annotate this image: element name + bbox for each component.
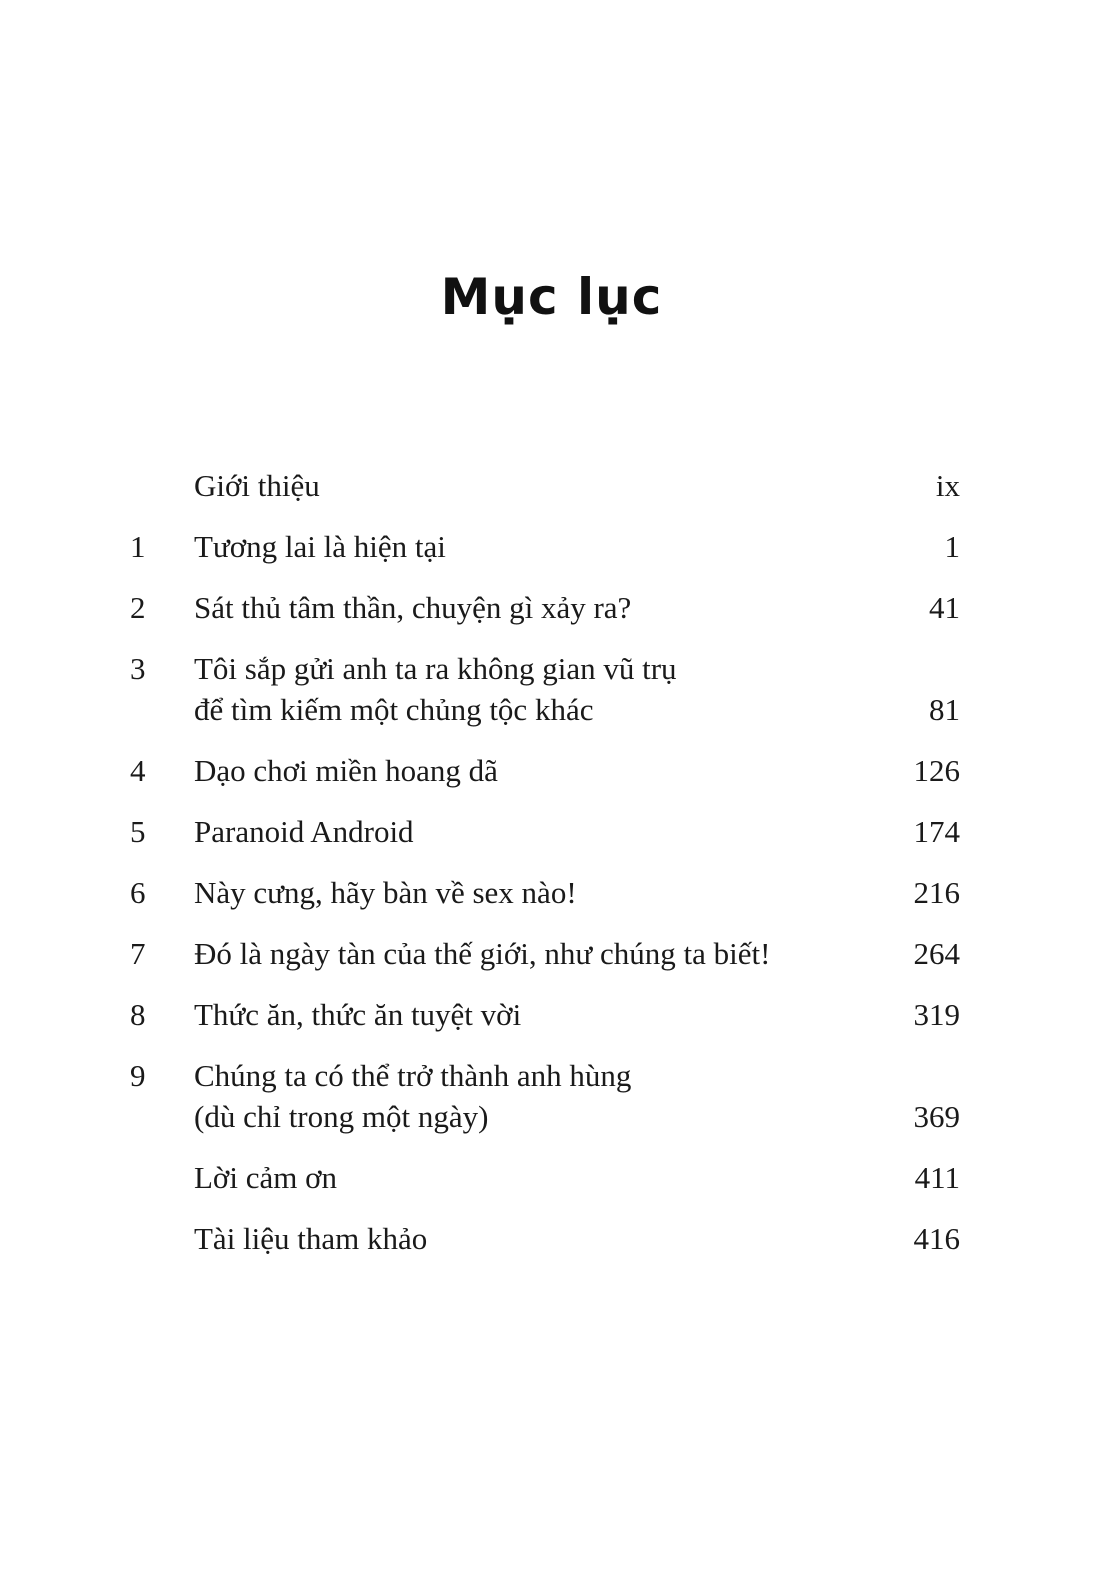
- toc-page-number: 369: [913, 1099, 960, 1134]
- toc-entry: [130, 1055, 960, 1137]
- toc-chapter-title: [194, 811, 854, 852]
- toc-chapter-title: [194, 587, 854, 628]
- toc-chapter-number: 3: [130, 651, 146, 686]
- toc-entry: [130, 933, 960, 974]
- toc-title-line: Sát thủ tâm thần, chuyện gì xảy ra?: [194, 590, 632, 625]
- toc-chapter-title: [194, 933, 854, 974]
- toc-entry: [130, 994, 960, 1035]
- toc-chapter-title: [194, 648, 854, 730]
- toc-page-number: 81: [929, 692, 960, 727]
- table-of-contents: [130, 465, 960, 1279]
- toc-title-line: Chúng ta có thể trở thành anh hùng: [194, 1058, 632, 1093]
- toc-entry: [130, 1218, 960, 1259]
- toc-page-number: 216: [913, 875, 960, 910]
- toc-page-number: 174: [913, 814, 960, 849]
- toc-title-line: để tìm kiếm một chủng tộc khác: [194, 692, 594, 727]
- toc-page-number: 411: [914, 1160, 960, 1195]
- toc-chapter-number: 5: [130, 814, 146, 849]
- toc-entry: [130, 811, 960, 852]
- toc-title-line: Dạo chơi miền hoang dã: [194, 753, 498, 788]
- toc-page-number: ix: [935, 468, 960, 503]
- toc-chapter-number: 7: [130, 936, 146, 971]
- toc-chapter-title: [194, 1218, 854, 1259]
- toc-title-line: Paranoid Android: [194, 814, 414, 849]
- toc-title-line: (dù chỉ trong một ngày): [194, 1099, 489, 1134]
- toc-entry: [130, 750, 960, 791]
- toc-chapter-number: 8: [130, 997, 146, 1032]
- toc-entry: [130, 872, 960, 913]
- toc-entry: [130, 526, 960, 567]
- toc-chapter-title: [194, 750, 854, 791]
- toc-chapter-number: 2: [130, 590, 146, 625]
- toc-title-line: Tương lai là hiện tại: [194, 529, 446, 564]
- page-title: Mục lục: [440, 268, 663, 326]
- toc-chapter-number: 9: [130, 1058, 146, 1093]
- toc-entry: [130, 465, 960, 506]
- toc-chapter-title: [194, 465, 854, 506]
- toc-page-number: 126: [913, 753, 960, 788]
- toc-page-number: 41: [929, 590, 960, 625]
- toc-title-line: Lời cảm ơn: [194, 1160, 337, 1195]
- toc-page-number: 1: [944, 529, 960, 564]
- toc-title-line: Đó là ngày tàn của thế giới, như chúng ta biết!: [194, 936, 771, 971]
- toc-chapter-title: [194, 1055, 854, 1137]
- toc-chapter-title: [194, 526, 854, 567]
- toc-chapter-title: [194, 994, 854, 1035]
- toc-title-line: Tài liệu tham khảo: [194, 1221, 428, 1256]
- toc-page-number: 319: [913, 997, 960, 1032]
- toc-chapter-number: 6: [130, 875, 146, 910]
- toc-page-number: 416: [913, 1221, 960, 1256]
- toc-entry: [130, 1157, 960, 1198]
- toc-title-line: Này cưng, hãy bàn về sex nào!: [194, 875, 577, 910]
- toc-entry: [130, 648, 960, 730]
- toc-page-number: 264: [913, 936, 960, 971]
- toc-title-line: Giới thiệu: [194, 468, 320, 503]
- toc-title-line: Tôi sắp gửi anh ta ra không gian vũ trụ: [194, 651, 677, 686]
- toc-chapter-number: 1: [130, 529, 146, 564]
- toc-title-line: Thức ăn, thức ăn tuyệt vời: [194, 997, 522, 1032]
- toc-chapter-title: [194, 1157, 854, 1198]
- toc-chapter-title: [194, 872, 854, 913]
- toc-chapter-number: 4: [130, 753, 146, 788]
- toc-entry: [130, 587, 960, 628]
